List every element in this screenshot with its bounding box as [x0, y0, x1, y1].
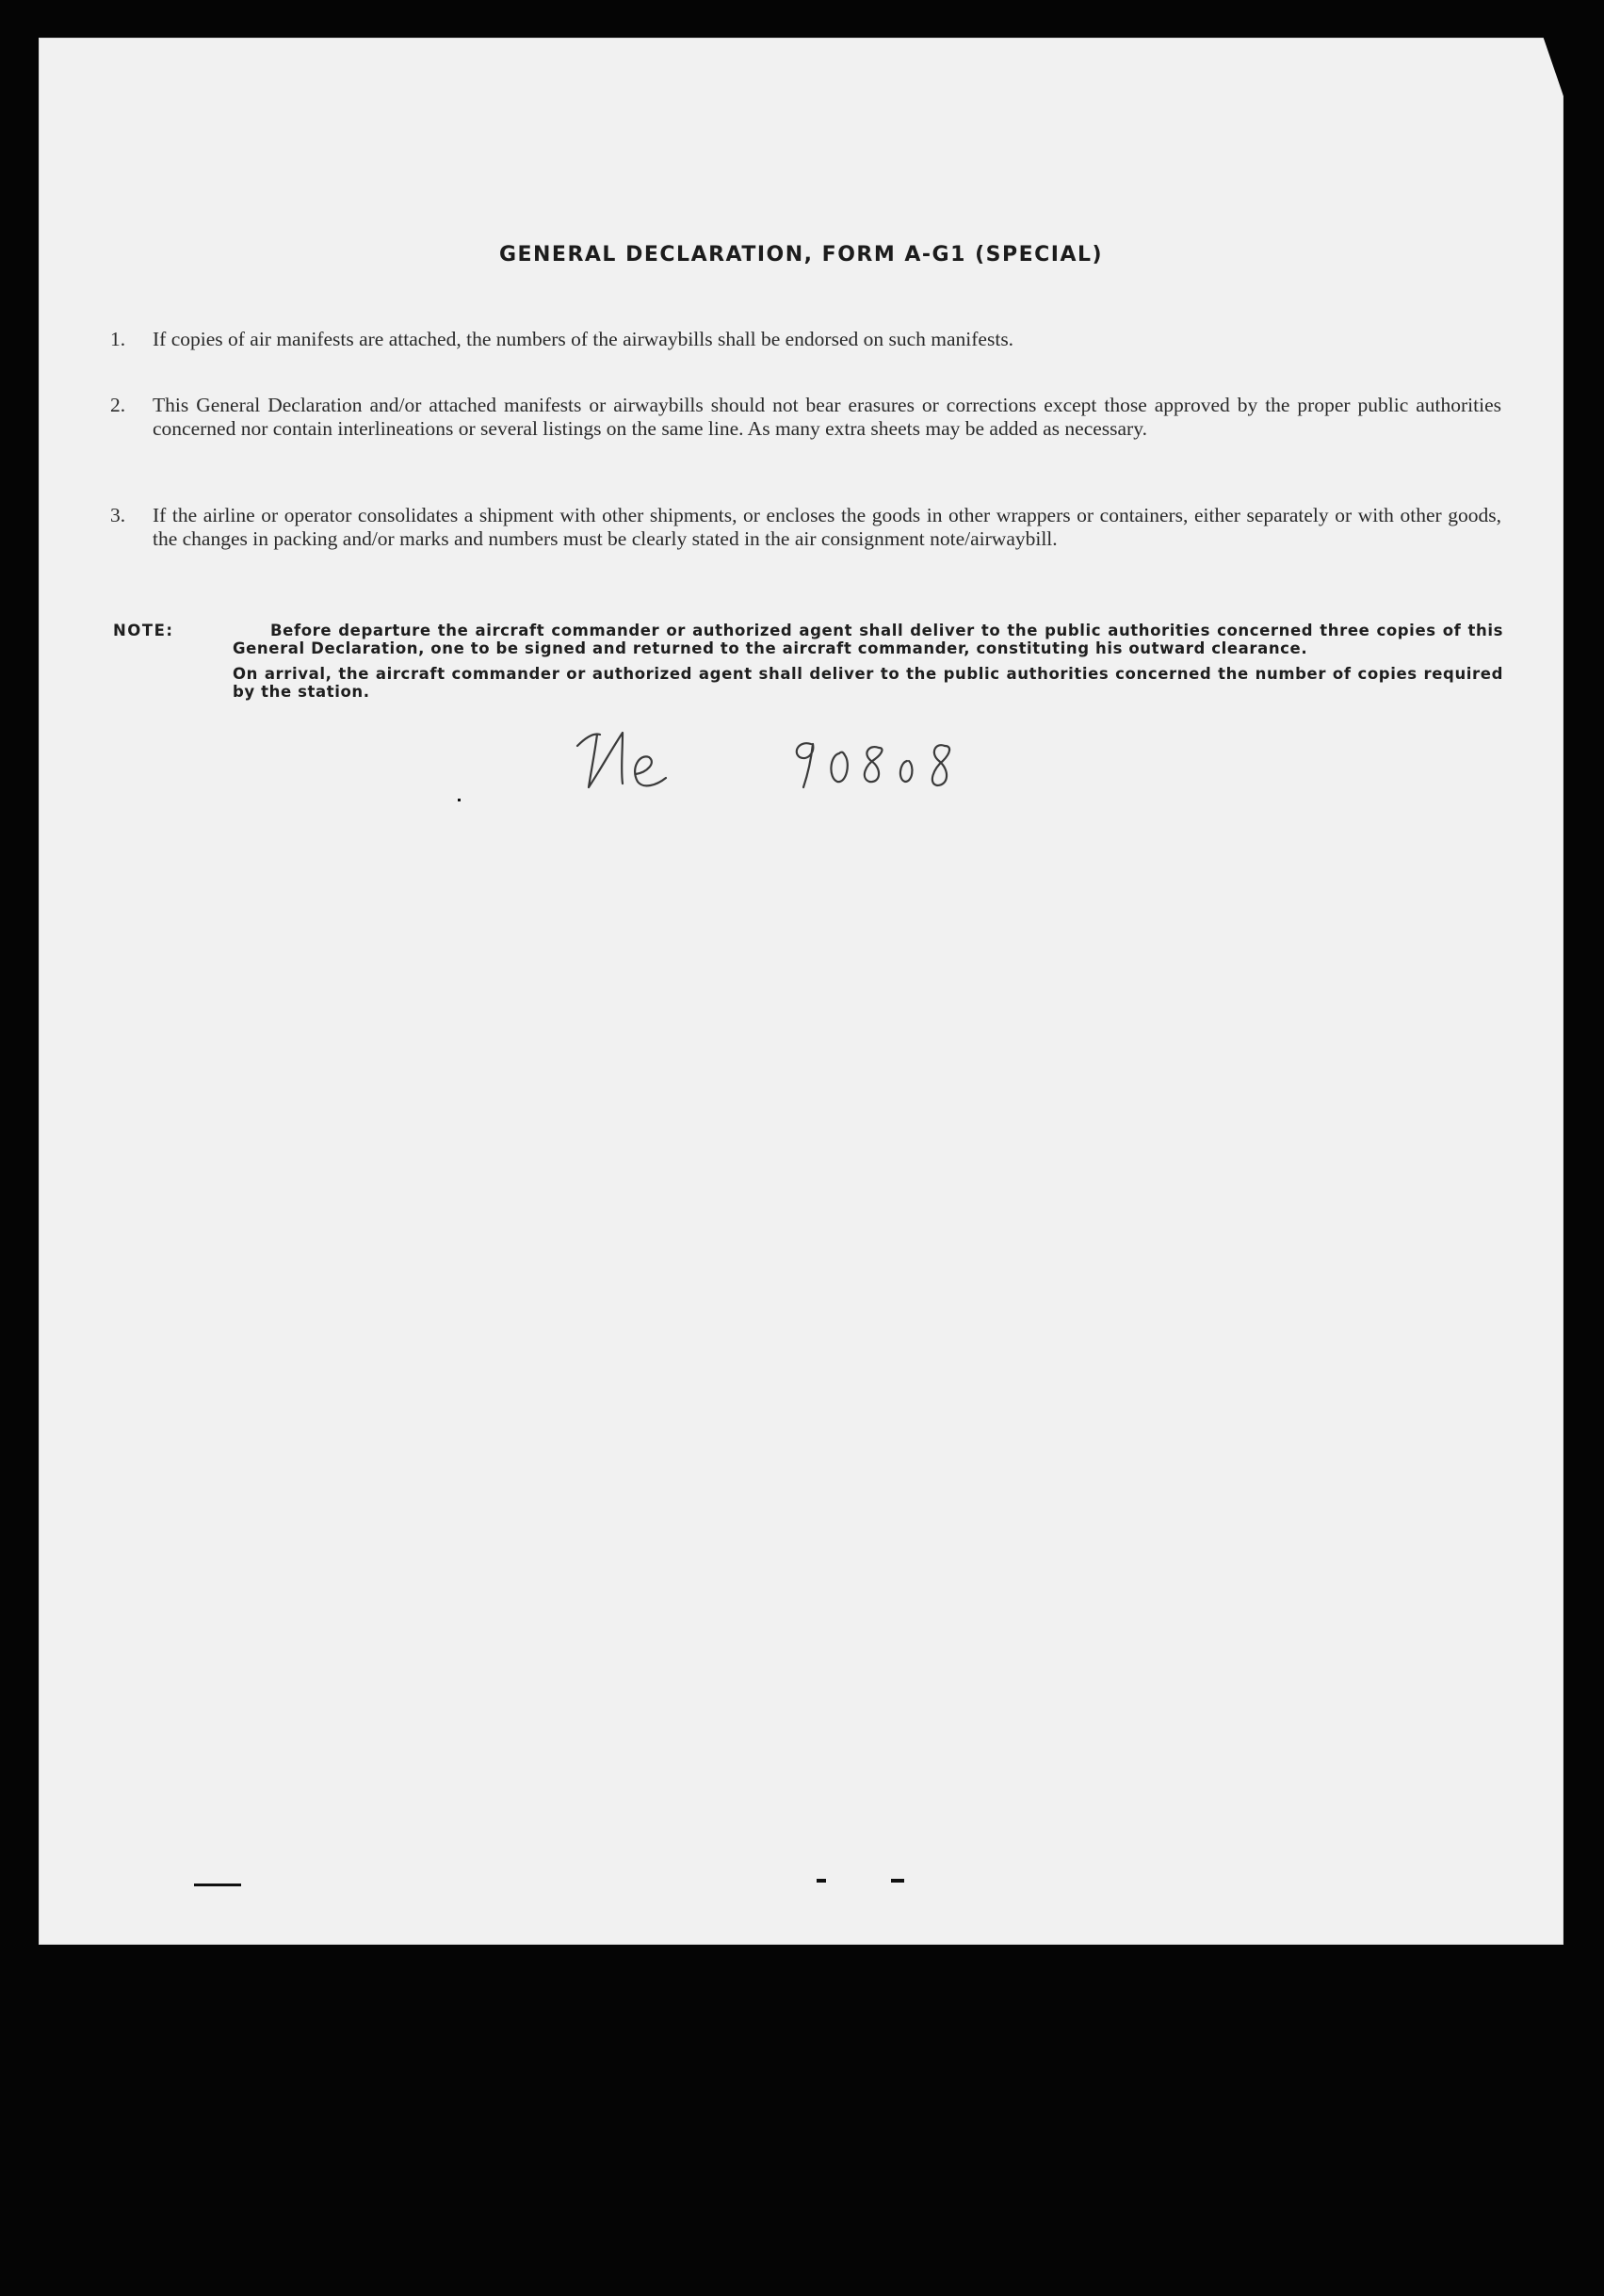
note-paragraph-departure: Before departure the aircraft commander or authorized agent shall deliver to the public authorities concerned three copies of this General Declaration, one to be signed and returned to the aircraft commander, constituting his outward clearance. — [233, 622, 1503, 657]
scan-mark — [891, 1879, 904, 1883]
handwritten-annotation — [39, 38, 1563, 1945]
document-page — [39, 38, 1563, 1945]
scan-mark — [194, 1884, 241, 1886]
item-number: 2. — [110, 394, 126, 416]
note-label: NOTE: — [113, 622, 174, 639]
scan-mark — [817, 1879, 826, 1883]
scan-mark — [458, 799, 461, 801]
document-title: GENERAL DECLARATION, FORM A-G1 (SPECIAL) — [498, 243, 1104, 267]
item-text: If copies of air manifests are attached, the numbers of the airwaybills shall be endorsed on such manifests. — [153, 328, 1014, 350]
item-text: If the airline or operator consolidates a shipment with other shipments, or encloses the goods in other wrappers or containers, either separately or with other goods, the changes in packing and/or marks and numbers must be clearly stated in the air consignment note/airwaybill. — [153, 504, 1501, 550]
item-number: 3. — [110, 504, 126, 526]
item-number: 1. — [110, 328, 126, 350]
note-paragraph-arrival: On arrival, the aircraft commander or authorized agent shall deliver to the public authorities concerned the number of copies required by the station. — [233, 665, 1503, 701]
item-text: This General Declaration and/or attached manifests or airwaybills should not bear erasures or corrections except those approved by the proper public authorities concerned nor contain interlineations or several listings on the same line. As many extra sheets may be added as necessary. — [153, 394, 1501, 440]
